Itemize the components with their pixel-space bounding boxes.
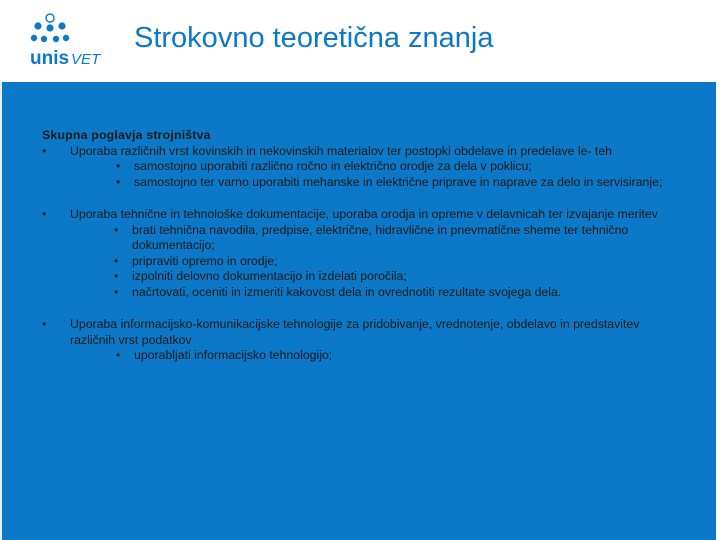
sub-list-item <box>42 223 682 254</box>
page-title: Strokovno teoretična znanja <box>134 22 494 54</box>
bullet: • <box>114 222 119 237</box>
sub-list-item-text: uporabljati informacijsko tehnologijo; <box>134 348 333 362</box>
sub-list-item-text: izpolniti delovno dokumentacijo in izdelati poročila; <box>132 269 407 283</box>
list-item-text: Uporaba tehnične in tehnološke dokumentacije, uporaba orodja in opreme v delavnicah ter izvajanje meritev <box>70 207 658 221</box>
sub-list-item-text: samostojno ter varno uporabiti mehanske in električne priprave in naprave za delo in servisiranje; <box>134 174 663 189</box>
bullet: • <box>116 348 121 362</box>
sub-list-item <box>42 254 682 270</box>
bullet: • <box>42 207 47 221</box>
sub-list-item-text: pripraviti opremo in orodje; <box>132 253 278 268</box>
sub-list-item <box>42 285 682 301</box>
sub-list-item <box>42 348 682 364</box>
list-item <box>42 144 682 160</box>
sub-list-item <box>42 159 682 175</box>
header <box>0 0 720 82</box>
unisvet-logo <box>28 12 128 74</box>
bullet: • <box>116 159 121 173</box>
sub-list-item-text: brati tehnična navodila, predpise, električne, hidravlične in pnevmatične sheme ter tehnično dokumentacijo; <box>132 222 629 252</box>
list-item-text: Uporaba različnih vrst kovinskih in nekovinskih materialov ter postopki obdelave in predelave le- teh <box>70 143 613 158</box>
sub-list-item-text: samostojno uporabiti različno ročno in električno orodje za dela v poklicu; <box>134 159 532 173</box>
list-item <box>42 207 682 223</box>
sub-list-item-text: načrtovati, oceniti in izmeriti kakovost dela in ovrednotiti rezultate svojega dela. <box>132 284 562 299</box>
content-text <box>42 128 682 364</box>
logo-text-unis: unis <box>30 48 70 69</box>
section-heading: Skupna poglavja strojništva <box>42 128 211 142</box>
list-item <box>42 317 682 348</box>
sub-list-item <box>42 269 682 285</box>
bullet: • <box>116 174 121 189</box>
bullet: • <box>114 253 119 268</box>
logo-text-vet: VET <box>71 51 101 68</box>
sub-list-item <box>42 175 682 191</box>
list-item-text: Uporaba informacijsko-komunikacijske tehnologije za pridobivanje, vrednotenje, obdelavo in predstavitev različnih vrst podatkov <box>70 317 640 347</box>
bullet: • <box>114 284 119 299</box>
bullet: • <box>42 317 47 331</box>
bullet: • <box>42 143 47 158</box>
bullet: • <box>114 269 119 283</box>
